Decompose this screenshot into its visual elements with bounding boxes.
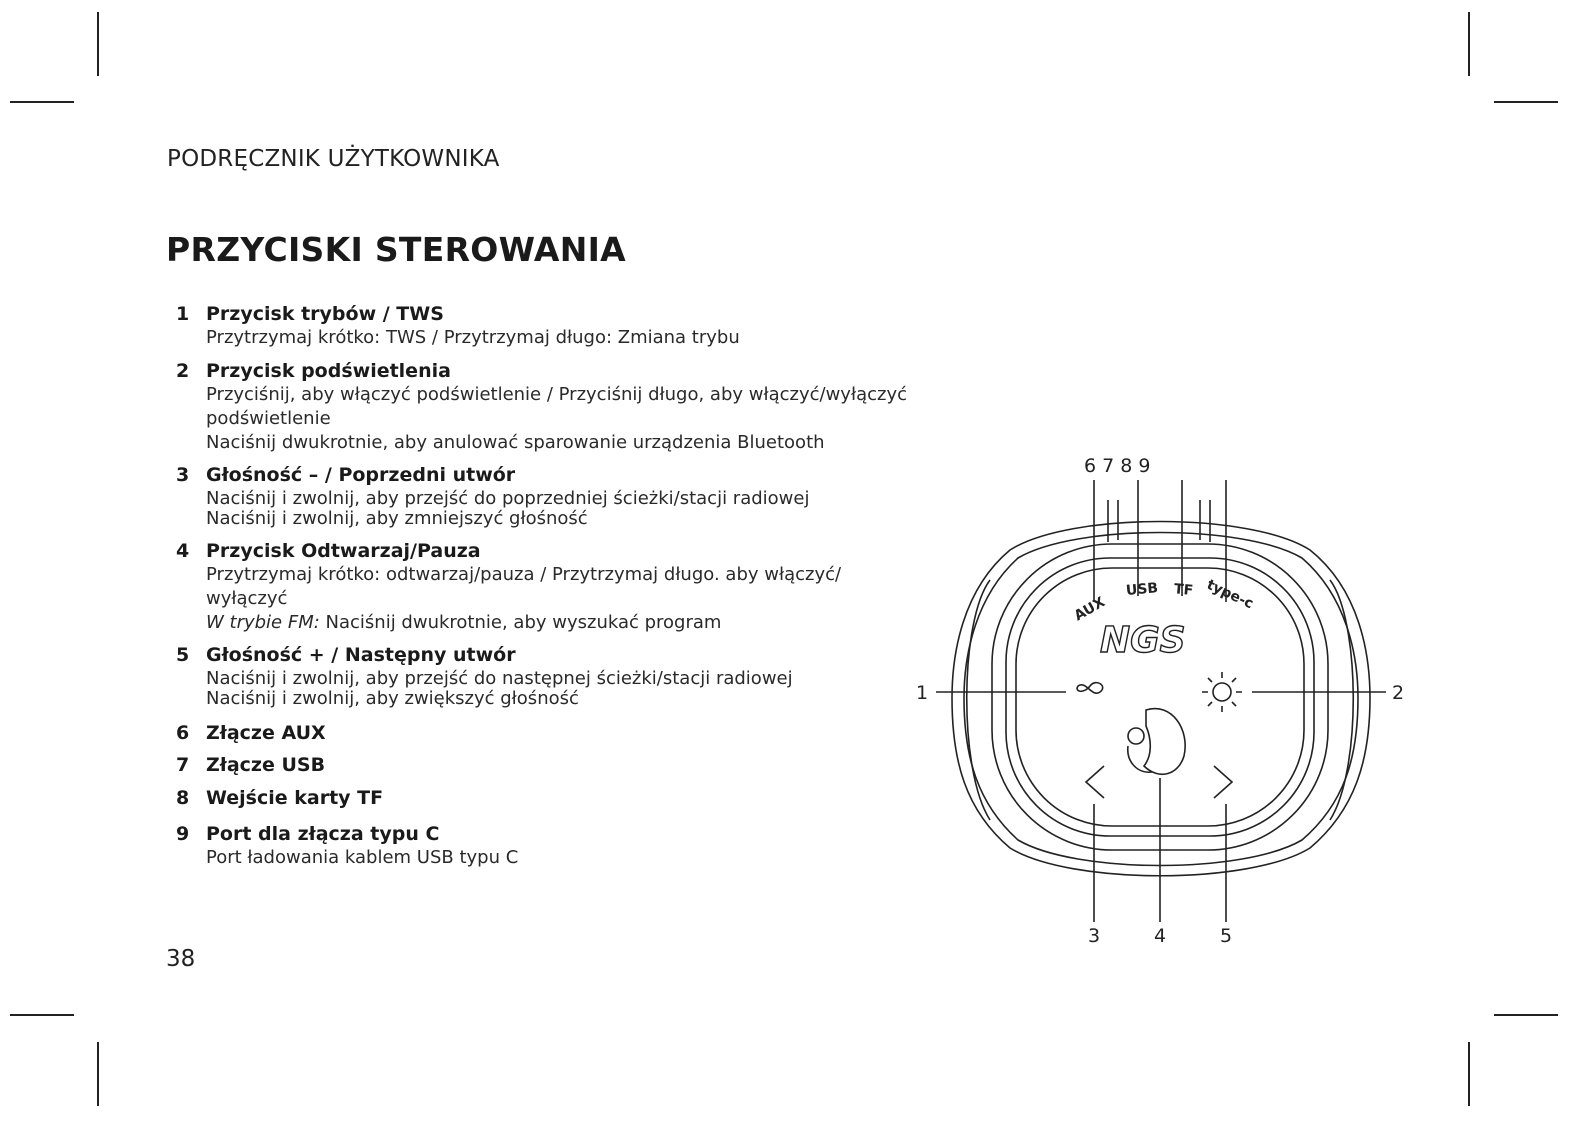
crop-mark [1468,1042,1470,1106]
speaker-diagram [900,440,1420,960]
item-number: 4 [176,540,190,562]
control-item-1 [176,302,956,350]
item-title: Przycisk Odtwarzaj/Pauza [206,540,481,562]
control-item-6 [176,721,956,745]
tws-icon [1077,683,1103,694]
crop-mark [1468,12,1470,76]
item-number: 1 [176,303,190,325]
item-title: Wejście karty TF [206,787,384,809]
controls-list [176,302,956,870]
item-title: Port dla złącza typu C [206,823,440,845]
port-label-usb: USB [1125,580,1159,600]
crop-mark [10,1014,74,1016]
item-title: Złącze AUX [206,722,326,744]
control-item-4 [176,539,956,635]
manual-title: PODRĘCZNIK UŻYTKOWNIKA [167,146,500,172]
item-number: 2 [176,360,190,382]
next-icon [1214,766,1232,798]
item-title: Przycisk podświetlenia [206,360,451,382]
item-description: Naciśnij i zwolnij, aby przejść do następnej ścieżki/stacji radiowej [206,668,793,689]
left-callout-number: 1 [916,682,929,704]
control-item-9 [176,822,956,870]
control-item-2 [176,359,956,455]
light-icon [1202,672,1242,712]
item-description: Naciśnij dwukrotnie, aby anulować sparowanie urządzenia Bluetooth [206,432,825,453]
item-description: Naciśnij i zwolnij, aby zmniejszyć głośność [206,508,588,529]
item-number: 9 [176,823,190,845]
item-description: wyłączyć [206,588,288,609]
item-description: Naciśnij i zwolnij, aby przejść do poprzedniej ścieżki/stacji radiowej [206,488,810,509]
top-callout-numbers: 6 7 8 9 [1084,455,1151,477]
page-number: 38 [166,946,196,972]
prev-icon [1086,766,1104,798]
speaker-outer-body [952,522,1370,876]
item-description: Przyciśnij, aby włączyć podświetlenie / Przyciśnij długo, aby włączyć/wyłączyć [206,384,907,405]
control-item-8 [176,786,956,810]
item-number: 8 [176,787,190,809]
brand-logo: NGS [1100,620,1186,661]
bottom-callout-3: 3 [1088,925,1101,947]
item-title: Głośność + / Następny utwór [206,644,516,666]
item-number: 3 [176,464,190,486]
crop-mark [1494,1014,1558,1016]
crop-mark [10,101,74,103]
crop-mark [1494,101,1558,103]
port-label-tf: TF [1173,581,1194,599]
bottom-callout-5: 5 [1220,925,1233,947]
section-title: PRZYCISKI STEROWANIA [166,230,627,269]
speaker-diagram-svg [900,440,1420,960]
item-description-fm [206,611,956,635]
port-label-aux: AUX [1071,594,1108,625]
play-pause-icon [1128,709,1185,775]
item-number: 6 [176,722,190,744]
item-description: podświetlenie [206,408,331,429]
item-description: Naciśnij i zwolnij, aby zwiększyć głośność [206,688,579,709]
item-number: 5 [176,644,190,666]
item-title: Przycisk trybów / TWS [206,303,444,325]
right-grip [1330,580,1353,820]
right-callout-number: 2 [1392,682,1405,704]
crop-mark [97,1042,99,1106]
item-number: 7 [176,754,190,776]
item-title: Głośność – / Poprzedni utwór [206,464,516,486]
fm-label: W trybie FM: [206,612,320,633]
fm-text: Naciśnij dwukrotnie, aby wyszukać program [319,612,722,633]
item-description: Przytrzymaj krótko: TWS / Przytrzymaj długo: Zmiana trybu [206,327,740,348]
control-item-3 [176,463,956,531]
item-title: Złącze USB [206,754,326,776]
item-description: Przytrzymaj krótko: odtwarzaj/pauza / Przytrzymaj długo. aby włączyć/ [206,564,842,585]
crop-mark [97,12,99,76]
item-description: Port ładowania kablem USB typu C [206,847,519,868]
control-item-7 [176,753,956,777]
control-item-5 [176,643,956,711]
port-label-type-c: type-c [1204,576,1256,613]
bottom-callout-4: 4 [1154,925,1167,947]
